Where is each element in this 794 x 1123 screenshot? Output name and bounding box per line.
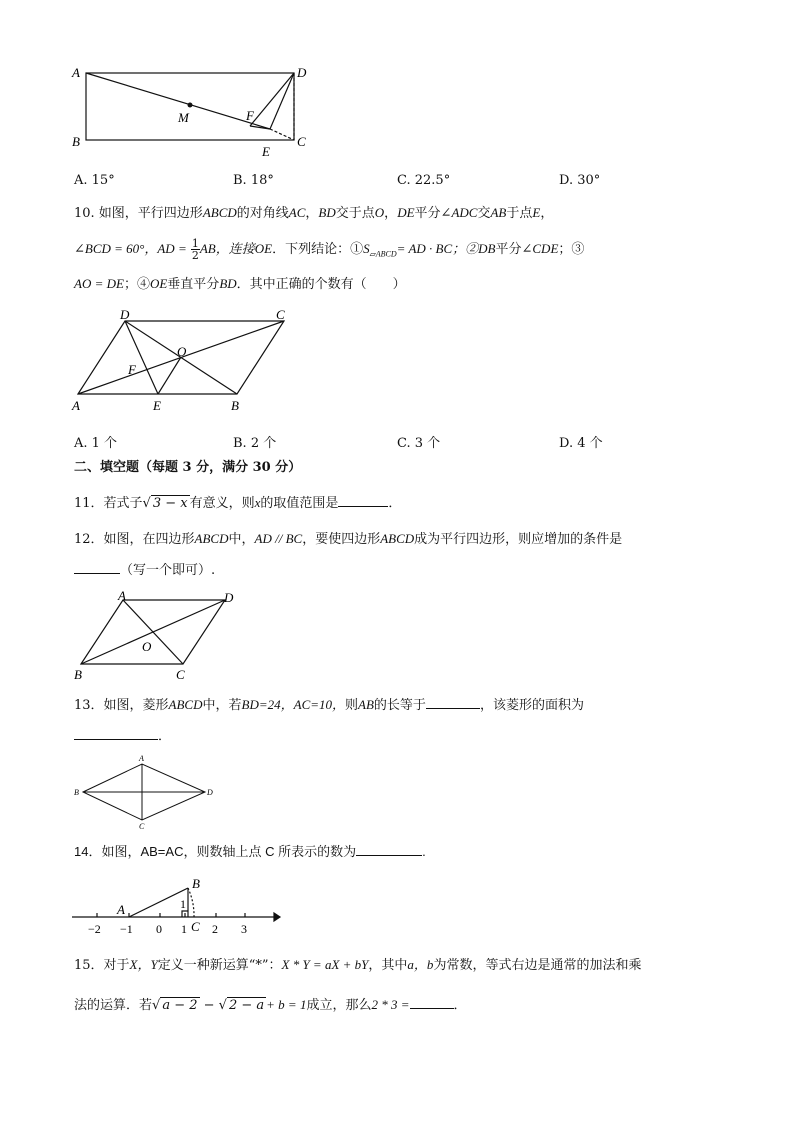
- label-a: A: [118, 588, 126, 603]
- q13-figure: [66, 752, 226, 834]
- label-a: A: [72, 65, 80, 80]
- label-m: M: [178, 110, 189, 125]
- q9-option-b: B. 18°: [233, 173, 274, 188]
- q9-option-a: A. 15°: [74, 173, 115, 188]
- q9-option-d: D. 30°: [559, 173, 601, 188]
- answer-blank[interactable]: [426, 696, 480, 709]
- answer-blank[interactable]: [410, 996, 454, 1009]
- answer-blank[interactable]: [74, 727, 158, 740]
- label-e: E: [262, 144, 270, 159]
- q11-line: 11．若式子√ 3 − x 有意义，则x的取值范围是 ．: [74, 495, 402, 511]
- label-e: E: [153, 398, 161, 413]
- q9-option-c: C. 22.5°: [397, 173, 451, 188]
- q13-line-1: 13．如图，菱形ABCD中，若BD=24，AC=10，则AB的长等于 ，该菱形的面积为: [74, 697, 584, 713]
- q15-line-1: 15．对于X，Y定义一种新运算“*”：X * Y = aX + bY，其中a，b为常数，等式右边是通常的加法和乘: [74, 957, 642, 973]
- q14-figure: [66, 868, 286, 938]
- tick-label: 2: [212, 922, 218, 936]
- q10-figure: [66, 306, 306, 418]
- q12-line-2: （写一个即可）.: [74, 561, 215, 580]
- label-b: B: [74, 667, 82, 682]
- label-a: A: [72, 398, 80, 413]
- q10-line-3: AO = DE；④OE垂直平分BD．其中正确的个数有（ ）: [74, 276, 406, 292]
- sqrt-expression: √ a − 2: [152, 998, 198, 1013]
- tick-label: −1: [120, 922, 133, 936]
- label-d: D: [207, 788, 213, 797]
- q15-line-2: 法的运算．若√ a − 2 − √ 2 − a + b = 1成立，那么2 * 3 = ．: [74, 997, 467, 1013]
- label-d: D: [120, 307, 130, 322]
- label-o: O: [177, 344, 187, 359]
- tick-label: −2: [88, 922, 101, 936]
- q10-option-c: C. 3 个: [397, 436, 441, 451]
- label-c: C: [297, 134, 306, 149]
- label-a: A: [117, 902, 125, 917]
- tick-label: 1: [181, 922, 187, 936]
- q13-line-2: ．: [74, 727, 171, 746]
- q10-line-1: 10. 如图，平行四边形ABCD的对角线AC，BD交于点O，DE平分∠ADC交AB于点E，: [74, 205, 554, 221]
- q10-option-b: B. 2 个: [233, 436, 277, 451]
- answer-blank[interactable]: [338, 494, 388, 507]
- fraction-one-half: $\frac{1}{2}$: [191, 237, 199, 262]
- q14-line: 14．如图，AB=AC，则数轴上点 C 所表示的数为 .: [74, 844, 426, 859]
- section-heading: 二、填空题（每题 3 分，满分 30 分）: [74, 460, 302, 475]
- label-d: D: [297, 65, 307, 80]
- label-c: C: [139, 822, 145, 831]
- arrow-icon: [274, 913, 280, 921]
- sqrt-expression: √ 2 − a: [218, 998, 265, 1013]
- q10-option-d: D. 4 个: [559, 436, 603, 451]
- label-one: 1: [180, 897, 186, 911]
- q10-option-a: A. 1 个: [74, 436, 118, 451]
- label-c: C: [191, 919, 200, 934]
- label-f: F: [128, 362, 136, 377]
- label-c: C: [176, 667, 185, 682]
- label-b: B: [192, 876, 200, 891]
- label-f: F: [246, 108, 254, 123]
- answer-blank[interactable]: [74, 561, 120, 574]
- tick-label: 0: [156, 922, 162, 936]
- label-d: D: [224, 590, 234, 605]
- tick-label: 3: [241, 922, 247, 936]
- sqrt-expression: √ 3 − x: [142, 496, 188, 511]
- label-b: B: [72, 134, 80, 149]
- label-b: B: [231, 398, 239, 413]
- q9-figure: [66, 62, 326, 162]
- q10-line-2: ∠BCD = 60°，AD = $\frac{1}{2}$ AB，连接OE．下列结论：$①S_{▱ABCD}=$ AD · BC；②DB平分∠CDE；③: [74, 237, 585, 262]
- label-b: B: [74, 788, 79, 797]
- label-o: O: [142, 639, 152, 654]
- label-a: A: [139, 754, 144, 763]
- q12-line-1: 12．如图，在四边形ABCD中，AD // BC，要使四边形ABCD成为平行四边形，则应增加的条件是: [74, 531, 623, 547]
- q12-figure: [66, 588, 246, 684]
- label-c: C: [276, 307, 285, 322]
- answer-blank[interactable]: [356, 843, 422, 856]
- point-m: [188, 103, 193, 108]
